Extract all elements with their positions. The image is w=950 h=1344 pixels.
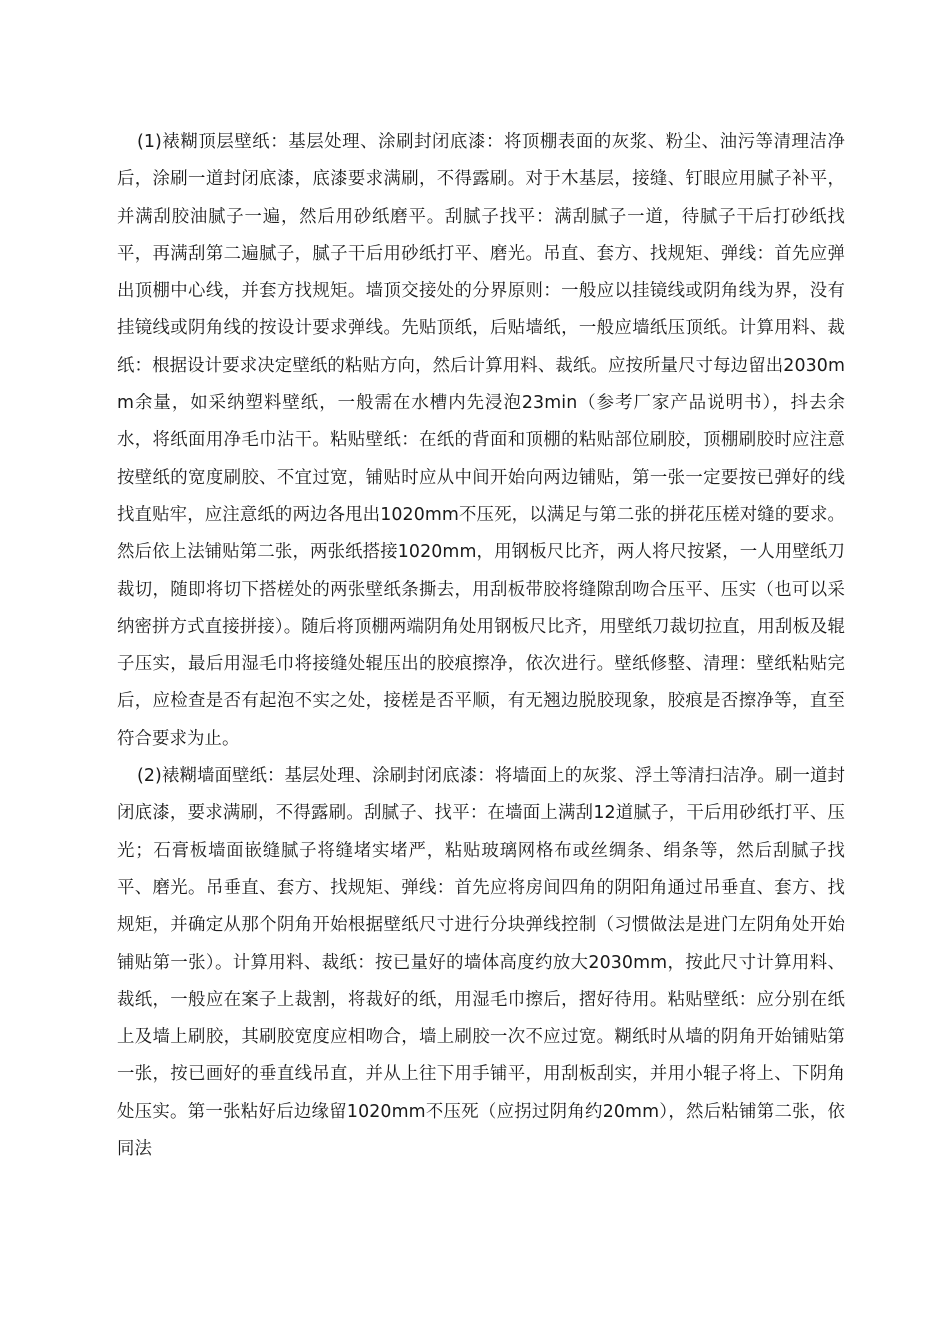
paragraph-wall-wallpaper: (2)裱糊墙面壁纸：基层处理、涂刷封闭底漆：将墙面上的灰浆、浮土等清扫洁净。刷一道封闭底漆，要求满刷，不得露刷。刮腻子、找平：在墙面上满刮12道腻子，干后用砂纸打平、压光；石膏板墙面嵌缝腻子将缝堵实堵严，粘贴玻璃网格布或丝绸条、绢条等，然后刮腻子找平、磨光。吊垂直、套方、找规矩、弹线：首先应将房间四角的阴阳角通过吊垂直、套方、找规矩，并确定从那个阴角开始根据壁纸尺寸进行分块弹线控制（习惯做法是进门左阴角处开始铺贴第一张）。计算用料、裁纸：按已量好的墙体高度约放大2030mm，按此尺寸计算用料、裁纸，一般应在案子上裁割，将裁好的纸，用湿毛巾擦后，摺好待用。粘贴壁纸：应分别在纸上及墙上刷胶，其刷胶宽度应相吻合，墙上刷胶一次不应过宽。糊纸时从墙的阴角开始铺贴第一张，按已画好的垂直线吊直，并从上往下用手铺平，用刮板刮实，并用小辊子将上、下阴角处压实。第一张粘好后边缘留1020mm不压死（应拐过阴角约20mm），然后粘铺第二张，依同法 [117, 766, 845, 1160]
document-body [117, 124, 845, 1168]
paragraph-ceiling-wallpaper: (1)裱糊顶层壁纸：基层处理、涂刷封闭底漆：将顶棚表面的灰浆、粉尘、油污等清理洁净后，涂刷一道封闭底漆，底漆要求满刷，不得露刷。对于木基层，接缝、钉眼应用腻子补平，并满刮胶油腻子一遍，然后用砂纸磨平。刮腻子找平：满刮腻子一道，待腻子干后打砂纸找平，再满刮第二遍腻子，腻子干后用砂纸打平、磨光。吊直、套方、找规矩、弹线：首先应弹出顶棚中心线，并套方找规矩。墙顶交接处的分界原则：一般应以挂镜线或阴角线为界，没有挂镜线或阴角线的按设计要求弹线。先贴顶纸，后贴墙纸，一般应墙纸压顶纸。计算用料、裁纸：根据设计要求决定壁纸的粘贴方向，然后计算用料、裁纸。应按所量尺寸每边留出2030mm余量，如采纳塑料壁纸，一般需在水槽内先浸泡23min（参考厂家产品说明书），抖去余水，将纸面用净毛巾沾干。粘贴壁纸：在纸的背面和顶棚的粘贴部位刷胶，顶棚刷胶时应注意按壁纸的宽度刷胶、不宜过宽，铺贴时应从中间开始向两边铺贴，第一张一定要按已弹好的线找直贴牢，应注意纸的两边各甩出1020mm不压死，以满足与第二张的拼花压槎对缝的要求。然后依上法铺贴第二张，两张纸搭接1020mm，用钢板尺比齐，两人将尺按紧，一人用壁纸刀裁切，随即将切下搭槎处的两张壁纸条撕去，用刮板带胶将缝隙刮吻合压平、压实（也可以采纳密拼方式直接拼接）。随后将顶棚两端阴角处用钢板尺比齐，用壁纸刀裁切拉直，用刮板及辊子压实，最后用湿毛巾将接缝处辊压出的胶痕擦净，依次进行。壁纸修整、清理：壁纸粘贴完后，应检查是否有起泡不实之处，接槎是否平顺，有无翘边脱胶现象，胶痕是否擦净等，直至符合要求为止。 [117, 132, 845, 749]
